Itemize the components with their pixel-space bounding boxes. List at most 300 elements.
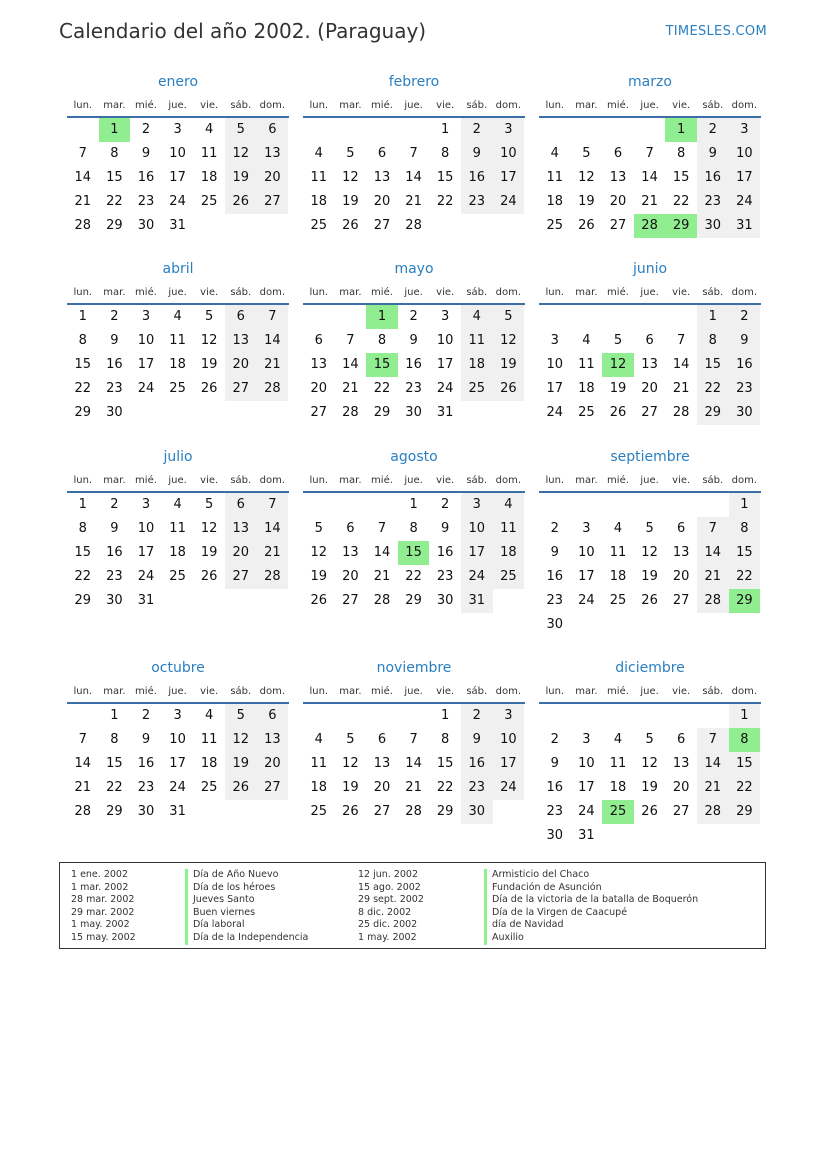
day-cell: 25 [200, 780, 218, 795]
day-cell: 8 [677, 146, 686, 161]
weekend-day: 15 [697, 353, 729, 377]
empty-cell [193, 800, 225, 824]
weekend-day: 29 [729, 800, 761, 824]
week-row [539, 517, 761, 541]
weekend-day: 31 [729, 214, 761, 238]
weekend-day: 18 [493, 541, 525, 565]
day-cell: 6 [645, 333, 654, 348]
weekday-label: mié. [135, 286, 157, 298]
weekday-label: jue. [404, 286, 423, 298]
weekday-label: lun. [309, 99, 329, 111]
week-row [303, 166, 525, 190]
empty-cell [493, 589, 525, 613]
day-cell: 22 [672, 194, 690, 209]
holiday-day: 15 [398, 541, 430, 565]
week-row [303, 190, 525, 214]
legend-date: 1 may. 2002 [358, 931, 417, 943]
day-cell: 14 [342, 357, 359, 372]
week-row [67, 401, 289, 425]
day-cell: 4 [173, 309, 182, 324]
day-cell: 11 [169, 333, 186, 348]
weekend-day: 30 [697, 214, 729, 238]
day-cell: 7 [677, 333, 686, 348]
day-cell: 26 [200, 569, 218, 584]
legend-holiday-name: Día de la victoria de la batalla de Boquerón [484, 894, 698, 907]
weekend-day: 27 [257, 190, 289, 214]
weekend-day: 19 [493, 353, 525, 377]
day-cell: 3 [173, 708, 182, 723]
week-row [539, 118, 761, 142]
weekend-day: 6 [225, 305, 257, 329]
empty-cell [665, 824, 697, 848]
day-cell: 10 [578, 756, 595, 771]
weekday-label: jue. [640, 99, 659, 111]
week-row [67, 728, 289, 752]
weekend-day: 24 [729, 190, 761, 214]
week-row [67, 353, 289, 377]
weekday-label: mar. [339, 474, 362, 486]
weekend-day: 28 [697, 589, 729, 613]
weekend-day: 20 [225, 541, 257, 565]
month-days [539, 704, 761, 848]
day-cell: 12 [200, 333, 218, 348]
day-cell: 12 [310, 545, 328, 560]
weekday-label: sáb. [466, 99, 488, 111]
weekend-day: 27 [257, 776, 289, 800]
weekend-day: 3 [493, 704, 525, 728]
weekend-day: 26 [225, 776, 257, 800]
empty-cell [539, 305, 571, 329]
day-cell: 18 [200, 756, 218, 771]
holiday-day: 15 [366, 353, 398, 377]
week-row [539, 329, 761, 353]
week-row [67, 541, 289, 565]
day-cell: 5 [205, 309, 214, 324]
brand-link[interactable]: TIMESLES.COM [665, 24, 767, 39]
weekend-day: 16 [461, 752, 493, 776]
month-name: octubre [151, 660, 205, 676]
empty-cell [366, 118, 398, 142]
day-cell: 12 [200, 521, 218, 536]
day-cell: 25 [200, 194, 218, 209]
weekend-day: 9 [461, 728, 493, 752]
day-cell: 15 [672, 170, 690, 185]
month-days [67, 305, 289, 425]
weekend-day: 10 [729, 142, 761, 166]
day-cell: 8 [78, 521, 87, 536]
day-cell: 30 [106, 593, 123, 608]
day-cell: 11 [609, 545, 627, 560]
week-row [539, 752, 761, 776]
weekday-label: sáb. [466, 474, 488, 486]
weekday-label: lun. [73, 474, 93, 486]
day-cell: 19 [342, 194, 359, 209]
weekend-day: 25 [461, 377, 493, 401]
week-row [67, 214, 289, 238]
week-row [67, 142, 289, 166]
day-cell: 26 [310, 593, 328, 608]
weekday-label: mar. [103, 474, 126, 486]
weekday-label: jue. [168, 99, 187, 111]
week-row [539, 190, 761, 214]
weekend-day: 16 [729, 353, 761, 377]
day-cell: 25 [169, 569, 186, 584]
day-cell: 7 [645, 146, 654, 161]
day-cell: 31 [436, 405, 454, 420]
day-cell: 20 [641, 381, 658, 396]
day-cell: 5 [346, 732, 355, 747]
day-cell: 21 [373, 569, 391, 584]
day-cell: 24 [137, 381, 155, 396]
week-row [539, 728, 761, 752]
day-cell: 2 [110, 309, 119, 324]
month-name: enero [157, 74, 199, 90]
day-cell: 22 [106, 194, 123, 209]
day-cell: 25 [546, 218, 564, 233]
weekend-day: 20 [225, 353, 257, 377]
week-row [67, 517, 289, 541]
legend-holiday-name: Día de la Virgen de Caacupé [484, 907, 698, 920]
week-row [303, 517, 525, 541]
day-cell: 20 [310, 381, 328, 396]
legend-date: 29 sept. 2002 [358, 894, 424, 906]
day-cell: 15 [74, 357, 92, 372]
weekend-day: 24 [493, 776, 525, 800]
day-cell: 12 [342, 756, 359, 771]
day-cell: 7 [409, 732, 418, 747]
holiday-day: 1 [665, 118, 697, 142]
weekend-day: 5 [493, 305, 525, 329]
week-row [303, 541, 525, 565]
empty-cell [729, 613, 761, 637]
day-cell: 17 [436, 357, 454, 372]
empty-cell [335, 704, 367, 728]
week-row [303, 800, 525, 824]
legend-date: 8 dic. 2002 [358, 906, 412, 918]
empty-cell [539, 118, 571, 142]
week-row [303, 329, 525, 353]
month-days [539, 118, 761, 238]
legend-holiday-name: Jueves Santo [185, 894, 308, 907]
weekday-label: jue. [404, 685, 423, 697]
weekday-label: mié. [607, 685, 629, 697]
weekend-day: 8 [697, 329, 729, 353]
weekend-day: 12 [225, 142, 257, 166]
weekday-label: sáb. [702, 99, 724, 111]
week-row [539, 704, 761, 728]
weekday-header [303, 281, 525, 305]
month-name: mayo [394, 261, 434, 277]
day-cell: 1 [441, 708, 450, 723]
day-cell: 23 [137, 194, 155, 209]
day-cell: 22 [436, 194, 454, 209]
weekday-label: sáb. [230, 99, 252, 111]
empty-cell [539, 704, 571, 728]
day-cell: 31 [169, 804, 186, 819]
weekday-label: dom. [259, 286, 286, 298]
day-cell: 11 [200, 732, 218, 747]
day-cell: 30 [405, 405, 422, 420]
empty-cell [493, 401, 525, 425]
weekend-day: 14 [697, 541, 729, 565]
day-cell: 4 [314, 146, 323, 161]
weekend-day: 22 [729, 776, 761, 800]
month-days [539, 493, 761, 637]
day-cell: 12 [578, 170, 595, 185]
weekday-header [67, 94, 289, 118]
month-mayo [303, 259, 525, 425]
weekend-day: 5 [225, 118, 257, 142]
weekday-label: dom. [495, 99, 522, 111]
day-cell: 14 [672, 357, 690, 372]
legend-holiday-name: Auxilio [484, 932, 698, 945]
day-cell: 19 [310, 569, 328, 584]
weekend-day: 6 [257, 704, 289, 728]
day-cell: 4 [205, 122, 214, 137]
weekend-day: 9 [697, 142, 729, 166]
weekday-label: mar. [103, 685, 126, 697]
day-cell: 23 [405, 381, 422, 396]
weekday-label: mar. [339, 685, 362, 697]
weekend-day: 19 [225, 752, 257, 776]
day-cell: 24 [137, 569, 155, 584]
day-cell: 4 [173, 497, 182, 512]
weekend-day: 7 [697, 517, 729, 541]
weekend-day: 24 [461, 565, 493, 589]
empty-cell [602, 613, 634, 637]
day-cell: 2 [409, 309, 418, 324]
day-cell: 3 [582, 521, 591, 536]
day-cell: 9 [110, 333, 119, 348]
weekday-label: mié. [371, 474, 393, 486]
weekend-day: 23 [461, 190, 493, 214]
day-cell: 17 [169, 756, 186, 771]
day-cell: 19 [578, 194, 595, 209]
day-cell: 21 [74, 780, 92, 795]
day-cell: 22 [373, 381, 391, 396]
day-cell: 16 [546, 569, 564, 584]
weekday-label: mié. [607, 286, 629, 298]
empty-cell [602, 824, 634, 848]
weekend-day: 22 [729, 565, 761, 589]
day-cell: 28 [405, 804, 422, 819]
weekend-day: 7 [257, 305, 289, 329]
day-cell: 11 [609, 756, 627, 771]
weekend-day: 4 [461, 305, 493, 329]
day-cell: 23 [546, 804, 564, 819]
week-row [539, 613, 761, 637]
weekend-day: 14 [257, 329, 289, 353]
empty-cell [697, 824, 729, 848]
day-cell: 8 [110, 146, 119, 161]
weekend-day: 16 [461, 166, 493, 190]
empty-cell [571, 704, 603, 728]
day-cell: 10 [169, 146, 186, 161]
day-cell: 25 [169, 381, 186, 396]
day-cell: 2 [550, 732, 559, 747]
day-cell: 6 [613, 146, 623, 161]
weekend-day: 2 [697, 118, 729, 142]
week-row [303, 493, 525, 517]
weekend-day: 22 [697, 377, 729, 401]
weekday-label: mié. [607, 474, 629, 486]
day-cell: 17 [578, 569, 595, 584]
day-cell: 27 [373, 218, 391, 233]
day-cell: 16 [106, 545, 123, 560]
day-cell: 30 [546, 617, 564, 632]
week-row [303, 752, 525, 776]
week-row [67, 704, 289, 728]
month-days [303, 704, 525, 824]
week-row [539, 541, 761, 565]
day-cell: 1 [78, 497, 87, 512]
month-name: julio [163, 449, 193, 465]
day-cell: 16 [436, 545, 454, 560]
day-cell: 22 [436, 780, 454, 795]
legend-holiday-name: Día laboral [185, 919, 308, 932]
day-cell: 21 [641, 194, 658, 209]
day-cell: 28 [373, 593, 391, 608]
weekend-day: 28 [697, 800, 729, 824]
day-cell: 19 [641, 569, 658, 584]
day-cell: 4 [582, 333, 591, 348]
day-cell: 26 [342, 804, 359, 819]
weekday-label: dom. [731, 99, 758, 111]
day-cell: 7 [78, 732, 87, 747]
week-row [303, 214, 525, 238]
day-cell: 9 [550, 545, 559, 560]
empty-cell [366, 493, 398, 517]
weekday-label: vie. [436, 685, 455, 697]
day-cell: 25 [578, 405, 595, 420]
day-cell: 7 [377, 521, 387, 536]
weekend-day: 17 [493, 166, 525, 190]
weekday-label: mié. [371, 99, 393, 111]
weekend-day: 26 [493, 377, 525, 401]
day-cell: 4 [205, 708, 214, 723]
empty-cell [602, 704, 634, 728]
weekday-label: mié. [135, 685, 157, 697]
day-cell: 6 [377, 732, 387, 747]
empty-cell [602, 493, 634, 517]
day-cell: 27 [310, 405, 328, 420]
day-cell: 8 [377, 333, 387, 348]
day-cell: 14 [405, 170, 422, 185]
weekend-day: 4 [493, 493, 525, 517]
week-row [303, 728, 525, 752]
day-cell: 1 [441, 122, 450, 137]
weekend-day: 21 [697, 776, 729, 800]
weekend-day: 17 [461, 541, 493, 565]
week-row [539, 353, 761, 377]
weekday-label: lun. [73, 286, 93, 298]
day-cell: 7 [409, 146, 418, 161]
empty-cell [225, 401, 257, 425]
day-cell: 20 [609, 194, 627, 209]
day-cell: 6 [346, 521, 355, 536]
day-cell: 23 [546, 593, 564, 608]
weekday-label: jue. [640, 685, 659, 697]
empty-cell [665, 704, 697, 728]
month-name: diciembre [615, 660, 685, 676]
day-cell: 12 [641, 545, 658, 560]
day-cell: 18 [609, 780, 627, 795]
day-cell: 17 [137, 357, 155, 372]
holiday-day: 29 [665, 214, 697, 238]
day-cell: 8 [441, 146, 450, 161]
weekend-day: 21 [257, 541, 289, 565]
legend-dates-left [71, 869, 136, 945]
legend-date: 25 dic. 2002 [358, 919, 418, 931]
day-cell: 10 [169, 732, 186, 747]
day-cell: 17 [169, 170, 186, 185]
day-cell: 5 [613, 333, 623, 348]
day-cell: 2 [441, 497, 450, 512]
day-cell: 9 [141, 732, 151, 747]
weekend-day: 10 [493, 142, 525, 166]
weekend-day: 19 [225, 166, 257, 190]
weekend-day: 1 [729, 704, 761, 728]
day-cell: 18 [169, 357, 186, 372]
week-row [303, 565, 525, 589]
weekend-day: 27 [225, 377, 257, 401]
weekday-header [539, 281, 761, 305]
day-cell: 18 [200, 170, 218, 185]
month-julio [67, 447, 289, 613]
week-row [303, 704, 525, 728]
weekend-day: 21 [257, 353, 289, 377]
legend-date: 15 may. 2002 [71, 931, 136, 943]
day-cell: 18 [546, 194, 564, 209]
day-cell: 26 [641, 593, 658, 608]
day-cell: 26 [578, 218, 595, 233]
day-cell: 16 [137, 170, 155, 185]
weekday-header [539, 469, 761, 493]
weekday-label: jue. [168, 474, 187, 486]
weekend-day: 13 [257, 728, 289, 752]
month-diciembre [539, 658, 761, 848]
month-agosto [303, 447, 525, 613]
day-cell: 11 [310, 170, 328, 185]
week-row [67, 166, 289, 190]
weekday-label: vie. [672, 99, 691, 111]
day-cell: 20 [672, 569, 690, 584]
weekend-day: 23 [697, 190, 729, 214]
weekend-day: 13 [225, 329, 257, 353]
day-cell: 15 [436, 170, 454, 185]
legend-holiday-name: Buen viernes [185, 907, 308, 920]
day-cell: 23 [137, 780, 155, 795]
week-row [67, 305, 289, 329]
month-junio [539, 259, 761, 425]
empty-cell [461, 214, 493, 238]
weekday-label: lun. [545, 99, 565, 111]
weekend-day: 3 [461, 493, 493, 517]
weekend-day: 18 [461, 353, 493, 377]
day-cell: 9 [110, 521, 119, 536]
day-cell: 6 [377, 146, 387, 161]
legend-holiday-name: Fundación de Asunción [484, 882, 698, 895]
day-cell: 21 [342, 381, 359, 396]
week-row [67, 752, 289, 776]
day-cell: 28 [672, 405, 690, 420]
empty-cell [665, 613, 697, 637]
empty-cell [429, 214, 461, 238]
day-cell: 22 [74, 569, 92, 584]
day-cell: 27 [672, 804, 690, 819]
day-cell: 16 [546, 780, 564, 795]
day-cell: 10 [137, 521, 155, 536]
